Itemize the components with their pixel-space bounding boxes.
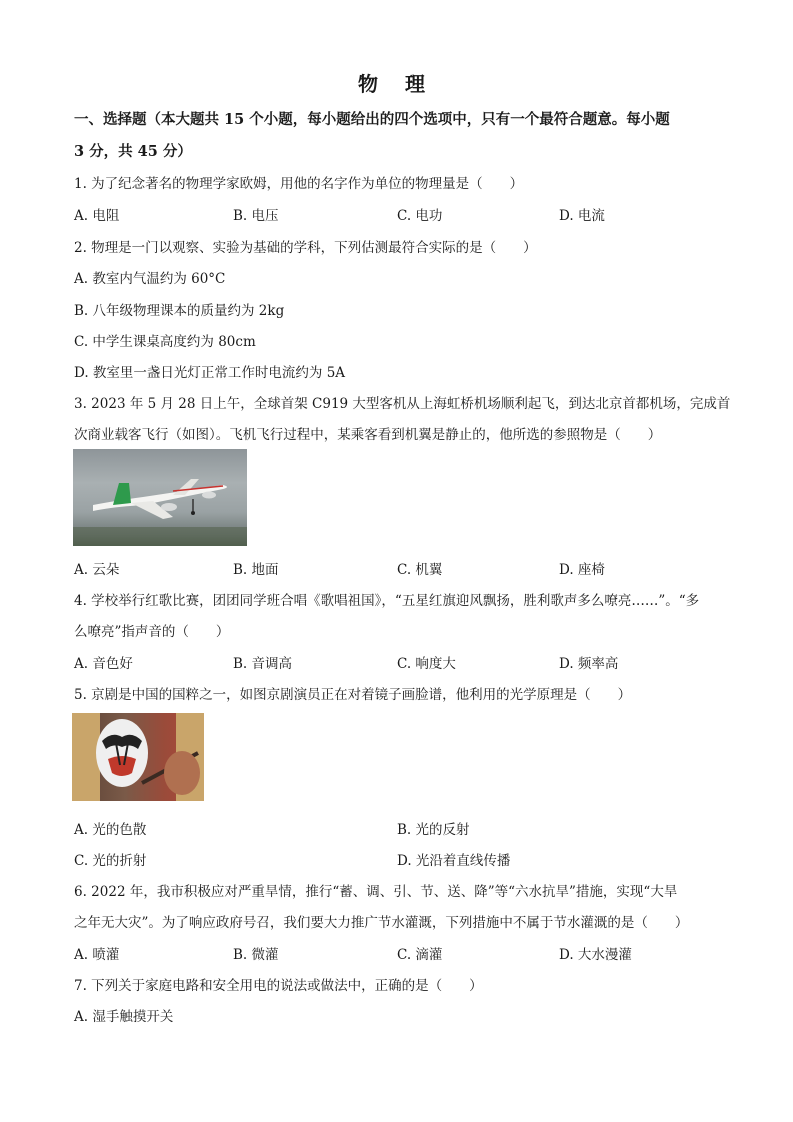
q4-option-d: D. 频率高 bbox=[559, 656, 619, 672]
page-title: 物 理 bbox=[358, 72, 435, 96]
question-3-text-line2: 次商业载客飞行（如图）。飞机飞行过程中，某乘客看到机翼是静止的，他所选的参照物是（ ） bbox=[74, 427, 662, 443]
q7-option-a: A. 湿手触摸开关 bbox=[74, 1009, 174, 1025]
question-6-text-line2: 之年无大灾”。为了响应政府号召，我们要大力推广节水灌溉，下列措施中不属于节水灌溉的是（ ） bbox=[74, 915, 689, 931]
q3-option-b: B. 地面 bbox=[233, 562, 279, 578]
q5-option-c: C. 光的折射 bbox=[74, 853, 147, 869]
q3-option-d: D. 座椅 bbox=[559, 562, 605, 578]
q3-option-c: C. 机翼 bbox=[397, 562, 443, 578]
q5-option-a: A. 光的色散 bbox=[74, 822, 147, 838]
question-1-text: 1. 为了纪念著名的物理学家欧姆，用他的名字作为单位的物理量是（ ） bbox=[74, 176, 524, 192]
c919-airplane-image bbox=[73, 449, 247, 546]
q6-option-b: B. 微灌 bbox=[233, 947, 279, 963]
q4-option-c: C. 响度大 bbox=[397, 656, 456, 672]
question-4-text-line1: 4. 学校举行红歌比赛，团团同学班合唱《歌唱祖国》，“五星红旗迎风飘扬，胜利歌声多么嘹亮……”。“多 bbox=[74, 593, 700, 609]
q1-option-c: C. 电功 bbox=[397, 208, 443, 224]
q1-option-d: D. 电流 bbox=[559, 208, 605, 224]
q5-option-d: D. 光沿着直线传播 bbox=[397, 853, 511, 869]
section-heading-line1: 一、选择题（本大题共 15 个小题，每小题给出的四个选项中，只有一个最符合题意。每小题 bbox=[74, 111, 670, 128]
q6-option-a: A. 喷灌 bbox=[74, 947, 120, 963]
question-7-text: 7. 下列关于家庭电路和安全用电的说法或做法中，正确的是（ ） bbox=[74, 978, 483, 994]
peking-opera-mirror-image bbox=[72, 713, 204, 801]
section-heading-line2: 3 分，共 45 分） bbox=[74, 143, 192, 160]
q6-option-d: D. 大水漫灌 bbox=[559, 947, 632, 963]
q1-option-a: A. 电阻 bbox=[74, 208, 120, 224]
q2-option-b: B. 八年级物理课本的质量约为 2kg bbox=[74, 303, 285, 319]
q2-option-d: D. 教室里一盏日光灯正常工作时电流约为 5A bbox=[74, 365, 346, 381]
q2-option-a: A. 教室内气温约为 60°C bbox=[74, 271, 226, 287]
q4-option-a: A. 音色好 bbox=[74, 656, 133, 672]
q2-option-c: C. 中学生课桌高度约为 80cm bbox=[74, 334, 256, 350]
question-5-text: 5. 京剧是中国的国粹之一，如图京剧演员正在对着镜子画脸谱，他利用的光学原理是（ ） bbox=[74, 687, 632, 703]
q3-option-a: A. 云朵 bbox=[74, 562, 120, 578]
question-3-text-line1: 3. 2023 年 5 月 28 日上午，全球首架 C919 大型客机从上海虹桥机场顺利起飞，到达北京首都机场，完成首 bbox=[74, 396, 731, 412]
q1-option-b: B. 电压 bbox=[233, 208, 279, 224]
question-2-text: 2. 物理是一门以观察、实验为基础的学科，下列估测最符合实际的是（ ） bbox=[74, 240, 537, 256]
q6-option-c: C. 滴灌 bbox=[397, 947, 443, 963]
q4-option-b: B. 音调高 bbox=[233, 656, 293, 672]
q5-option-b: B. 光的反射 bbox=[397, 822, 470, 838]
question-6-text-line1: 6. 2022 年，我市积极应对严重旱情，推行“蓄、调、引、节、送、降”等“六水抗旱”措施，实现“大旱 bbox=[74, 884, 678, 900]
question-4-text-line2: 么嘹亮”指声音的（ ） bbox=[74, 624, 230, 640]
